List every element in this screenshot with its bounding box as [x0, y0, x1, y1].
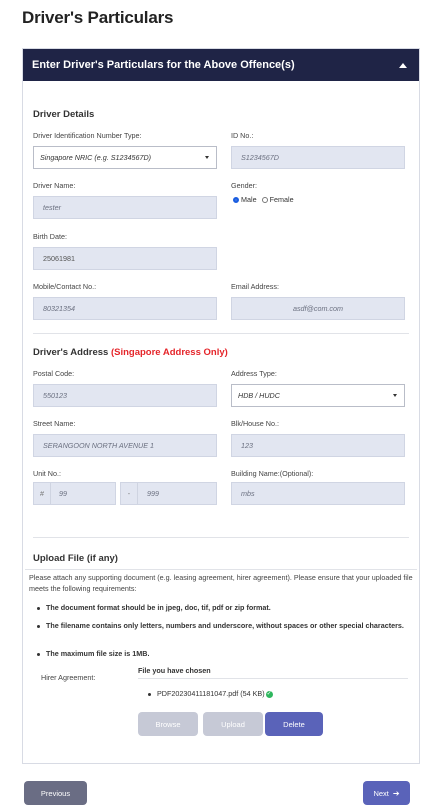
blk-field[interactable]: [231, 434, 405, 457]
page-title: Driver's Particulars: [22, 8, 174, 27]
panel-header[interactable]: [23, 49, 419, 81]
bullet-icon: [37, 625, 40, 628]
driver-details-title: Driver Details: [33, 109, 95, 120]
chevron-down-icon: [205, 156, 209, 159]
requirement-item: [37, 648, 413, 659]
previous-button[interactable]: Previous: [24, 781, 87, 805]
unit-floor-value: 99: [59, 489, 67, 498]
building-label: Building Name:(Optional):: [231, 469, 314, 478]
requirement-text: The filename contains only letters, numbers and underscore, without spaces or other special characters.: [46, 621, 404, 630]
unit-dash-prefix: -: [121, 483, 138, 504]
upload-button[interactable]: Upload: [203, 712, 263, 736]
requirement-item: [37, 620, 407, 631]
drivers-particulars-panel: [22, 48, 420, 764]
upload-intro: Please attach any supporting document (e.g. leasing agreement, hirer agreement). Please ensure that your uploaded file meets the following requirements:: [29, 573, 413, 593]
address-type-label: Address Type:: [231, 369, 277, 378]
gender-female-label[interactable]: Female: [269, 195, 294, 204]
street-name-label: Street Name:: [33, 419, 76, 428]
address-section-title: [33, 347, 228, 358]
next-label: Next: [373, 788, 389, 798]
birth-date-value: 25061981: [43, 254, 75, 263]
unit-floor-field[interactable]: [33, 482, 116, 505]
check-circle-icon: ✓: [266, 690, 272, 697]
requirement-text: The maximum file size is 1MB.: [46, 649, 150, 658]
building-value: mbs: [241, 489, 255, 498]
requirement-item: [37, 602, 413, 613]
street-name-value: SERANGOON NORTH AVENUE 1: [43, 441, 155, 450]
id-no-value: S1234567D: [241, 153, 279, 162]
browse-button[interactable]: Browse: [138, 712, 198, 736]
bullet-icon: [37, 653, 40, 656]
mobile-field[interactable]: [33, 297, 217, 320]
unit-no-label: Unit No.:: [33, 469, 61, 478]
gender-label: Gender:: [231, 181, 257, 190]
bullet-icon: [37, 607, 40, 610]
postal-code-label: Postal Code:: [33, 369, 75, 378]
collapse-caret-icon[interactable]: [399, 63, 407, 68]
id-type-label: Driver Identification Number Type:: [33, 131, 142, 140]
delete-button[interactable]: Delete: [265, 712, 323, 736]
unit-hash-prefix: #: [34, 483, 51, 504]
id-type-value: Singapore NRIC (e.g. S1234567D): [40, 153, 152, 162]
arrow-right-icon: ➔: [392, 788, 400, 798]
blk-value: 123: [241, 441, 253, 450]
gender-male-radio[interactable]: [233, 197, 239, 203]
email-field[interactable]: [231, 297, 405, 320]
unit-number-field[interactable]: [120, 482, 217, 505]
driver-name-value: tester: [43, 203, 61, 212]
mobile-label: Mobile/Contact No.:: [33, 282, 97, 291]
bullet-icon: [148, 693, 151, 696]
upload-title-divider: [25, 569, 417, 570]
email-label: Email Address:: [231, 282, 279, 291]
section-divider: [33, 333, 409, 334]
section-divider: [33, 537, 409, 538]
postal-code-value: 550123: [43, 391, 67, 400]
upload-section-title: Upload File (if any): [33, 553, 118, 564]
chevron-down-icon: [393, 394, 397, 397]
driver-name-label: Driver Name:: [33, 181, 76, 190]
panel-title: Enter Driver's Particulars for the Above Offence(s): [32, 59, 295, 71]
mobile-value: 80321354: [43, 304, 75, 313]
address-title-note: (Singapore Address Only): [110, 347, 228, 358]
address-type-value: HDB / HUDC: [238, 391, 280, 400]
hirer-agreement-label: Hirer Agreement:: [41, 673, 96, 682]
building-field[interactable]: [231, 482, 405, 505]
address-title-text: Driver's Address: [33, 347, 109, 358]
file-chosen-label: File you have chosen: [138, 666, 211, 675]
unit-number-value: 999: [147, 489, 159, 498]
id-no-field[interactable]: [231, 146, 405, 169]
uploaded-file-item: [148, 689, 273, 698]
address-type-select[interactable]: [231, 384, 405, 407]
next-button[interactable]: [363, 781, 410, 805]
requirement-text: The document format should be in jpeg, doc, tif, pdf or zip format.: [46, 603, 271, 612]
postal-code-field[interactable]: [33, 384, 217, 407]
street-name-field[interactable]: [33, 434, 217, 457]
birth-date-label: Birth Date:: [33, 232, 67, 241]
birth-date-field[interactable]: [33, 247, 217, 270]
gender-radio-group: [233, 195, 294, 204]
blk-label: Blk/House No.:: [231, 419, 279, 428]
id-no-label: ID No.:: [231, 131, 254, 140]
email-value: asdf@com.com: [292, 304, 344, 313]
id-type-select[interactable]: [33, 146, 217, 169]
gender-female-radio[interactable]: [262, 197, 268, 203]
driver-name-field[interactable]: [33, 196, 217, 219]
gender-male-label[interactable]: Male: [241, 195, 257, 204]
file-chosen-divider: [138, 678, 408, 679]
uploaded-file-name[interactable]: PDF20230411181047.pdf (54 KB): [157, 689, 265, 698]
